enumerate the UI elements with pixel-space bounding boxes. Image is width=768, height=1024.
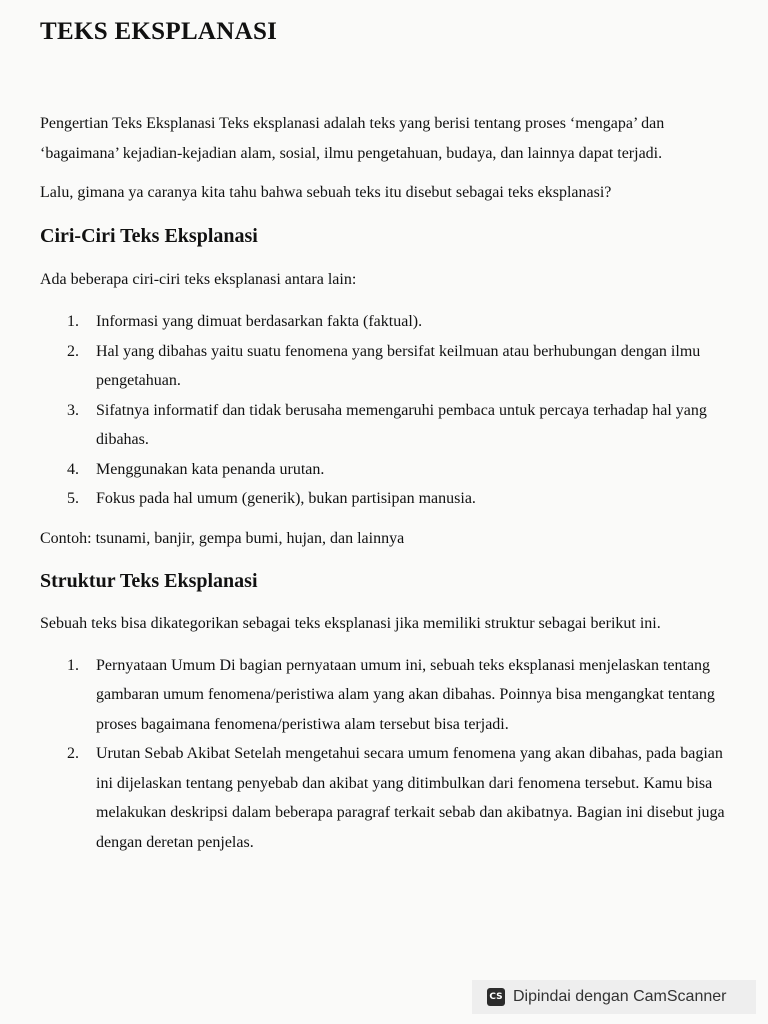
list-item-text: Sifatnya informatif dan tidak berusaha memengaruhi pembaca untuk percaya terhadap hal yang dibahas. [96, 401, 707, 448]
list-item [40, 337, 730, 396]
ciri-list [40, 307, 730, 514]
struktur-lead: Sebuah teks bisa dikategorikan sebagai teks eksplanasi jika memiliki struktur sebagai berikut ini. [40, 615, 661, 632]
list-item [40, 484, 730, 514]
list-number: 1. [67, 313, 79, 330]
list-item [40, 307, 730, 337]
list-number: 5. [67, 490, 79, 507]
list-number: 1. [67, 656, 79, 674]
list-item [40, 455, 730, 485]
question-paragraph: Lalu, gimana ya caranya kita tahu bahwa sebuah teks itu disebut sebagai teks eksplanasi? [40, 184, 612, 201]
camscanner-watermark [472, 980, 756, 1014]
document-content [40, 18, 730, 857]
list-number: 4. [67, 460, 79, 478]
list-item-text: Urutan Sebab Akibat Setelah mengetahui secara umum fenomena yang akan dibahas, pada bagian ini dijelaskan tentang penyebab dan akibat yang ditimbulkan dari fenomena tersebut. Kamu bisa melakukan deskripsi dalam beberapa paragraf terkait sebab dan akibatnya. Bagian ini disebut juga dengan deretan penjelas. [96, 745, 725, 851]
list-item [40, 651, 730, 740]
intro-paragraph: Pengertian Teks Eksplanasi Teks eksplanasi adalah teks yang berisi tentang proses ‘mengapa’ dan ‘bagaimana’ kejadian-kejadian alam, sosial, ilmu pengetahuan, budaya, dan lainnya dapat terjadi. [40, 115, 665, 162]
list-item-text: Hal yang dibahas yaitu suatu fenomena yang bersifat keilmuan atau berhubungan dengan ilmu pengetahuan. [96, 342, 701, 389]
camscanner-label: Dipindai dengan CamScanner [513, 988, 727, 1005]
ciri-lead: Ada beberapa ciri-ciri teks eksplanasi antara lain: [40, 270, 357, 288]
struktur-heading: Struktur Teks Eksplanasi [40, 570, 258, 592]
example-paragraph: Contoh: tsunami, banjir, gempa bumi, hujan, dan lainnya [40, 529, 405, 547]
document-title: TEKS EKSPLANASI [40, 18, 278, 45]
list-item-text: Fokus pada hal umum (generik), bukan partisipan manusia. [96, 490, 476, 507]
struktur-list [40, 651, 730, 858]
list-number: 2. [67, 342, 79, 360]
camscanner-logo-icon: CS [487, 988, 505, 1006]
list-item-text: Menggunakan kata penanda urutan. [96, 460, 325, 478]
list-item [40, 396, 730, 455]
list-item [40, 739, 730, 857]
list-item-text: Pernyataan Umum Di bagian pernyataan umum ini, sebuah teks eksplanasi menjelaskan tentang gambaran umum fenomena/peristiwa alam yang akan dibahas. Poinnya bisa mengangkat tentang proses bagaimana fenomena/peristiwa alam tersebut bisa terjadi. [96, 656, 715, 733]
list-number: 2. [67, 745, 79, 762]
list-item-text: Informasi yang dimuat berdasarkan fakta (faktual). [96, 313, 423, 330]
list-number: 3. [67, 401, 79, 419]
ciri-heading: Ciri-Ciri Teks Eksplanasi [40, 224, 258, 247]
